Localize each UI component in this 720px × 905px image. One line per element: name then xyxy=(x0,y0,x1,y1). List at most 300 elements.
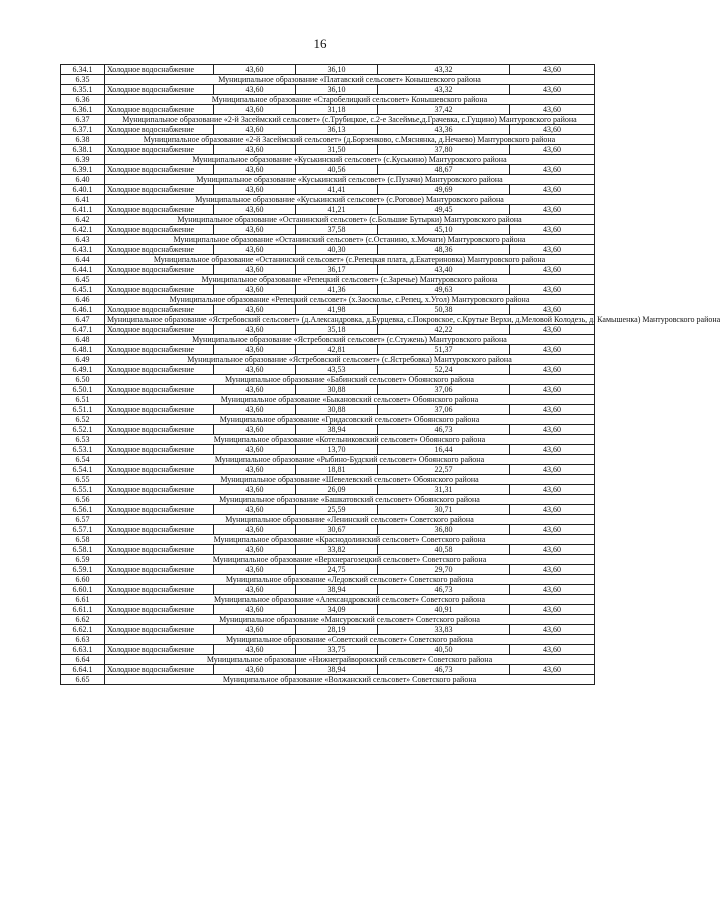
section-code: 6.65 xyxy=(61,675,105,685)
row-code: 6.42.1 xyxy=(61,225,105,235)
value-cell: 24,75 xyxy=(296,565,378,575)
section-code: 6.62 xyxy=(61,615,105,625)
service-name: Холодное водоснабжение xyxy=(105,345,214,355)
value-cell: 43,60 xyxy=(510,385,595,395)
row-code: 6.34.1 xyxy=(61,65,105,75)
section-row xyxy=(61,535,595,545)
value-cell: 43,60 xyxy=(214,605,296,615)
value-cell: 43,40 xyxy=(378,265,510,275)
section-title: Муниципальное образование «Куськинский сельсовет» (с.Пузачи) Мантуровского района xyxy=(105,175,595,185)
value-cell: 43,60 xyxy=(510,245,595,255)
service-name: Холодное водоснабжение xyxy=(105,405,214,415)
row-code: 6.63.1 xyxy=(61,645,105,655)
value-cell: 45,10 xyxy=(378,225,510,235)
value-cell: 50,38 xyxy=(378,305,510,315)
section-row xyxy=(61,195,595,205)
table-row xyxy=(61,305,595,315)
row-code: 6.60.1 xyxy=(61,585,105,595)
service-name: Холодное водоснабжение xyxy=(105,125,214,135)
service-name: Холодное водоснабжение xyxy=(105,485,214,495)
value-cell: 22,57 xyxy=(378,465,510,475)
section-row xyxy=(61,295,595,305)
value-cell: 41,41 xyxy=(296,185,378,195)
value-cell: 43,60 xyxy=(510,625,595,635)
section-title: Муниципальное образование «Волжанский сельсовет» Советского района xyxy=(105,675,595,685)
section-code: 6.48 xyxy=(61,335,105,345)
section-code: 6.64 xyxy=(61,655,105,665)
value-cell: 43,60 xyxy=(510,365,595,375)
value-cell: 43,60 xyxy=(510,445,595,455)
row-code: 6.61.1 xyxy=(61,605,105,615)
service-name: Холодное водоснабжение xyxy=(105,165,214,175)
value-cell: 49,45 xyxy=(378,205,510,215)
section-row xyxy=(61,435,595,445)
service-name: Холодное водоснабжение xyxy=(105,285,214,295)
value-cell: 40,50 xyxy=(378,645,510,655)
section-code: 6.57 xyxy=(61,515,105,525)
table-row xyxy=(61,285,595,295)
value-cell: 28,19 xyxy=(296,625,378,635)
section-code: 6.55 xyxy=(61,475,105,485)
section-title: Муниципальное образование «Репецкий сельсовет» (с.Заречье) Мантуровского района xyxy=(105,275,595,285)
section-row xyxy=(61,355,595,365)
section-title: Муниципальное образование «Ледовский сельсовет» Советского района xyxy=(105,575,595,585)
row-code: 6.50.1 xyxy=(61,385,105,395)
value-cell: 49,63 xyxy=(378,285,510,295)
value-cell: 43,60 xyxy=(510,265,595,275)
table-row xyxy=(61,85,595,95)
table-row xyxy=(61,225,595,235)
section-title: Муниципальное образование «Куськинский сельсовет» (с.Куськино) Мантуровского района xyxy=(105,155,595,165)
value-cell: 43,60 xyxy=(510,185,595,195)
value-cell: 43,60 xyxy=(214,265,296,275)
section-title: Муниципальное образование «Старобелицкий сельсовет» Конышевского района xyxy=(105,95,595,105)
service-name: Холодное водоснабжение xyxy=(105,465,214,475)
value-cell: 43,60 xyxy=(214,105,296,115)
section-title: Муниципальное образование «Платавский сельсовет» Конышевского района xyxy=(105,75,595,85)
value-cell: 43,60 xyxy=(214,625,296,635)
value-cell: 43,60 xyxy=(510,285,595,295)
section-code: 6.40 xyxy=(61,175,105,185)
section-row xyxy=(61,495,595,505)
service-name: Холодное водоснабжение xyxy=(105,665,214,675)
value-cell: 43,60 xyxy=(214,345,296,355)
value-cell: 40,30 xyxy=(296,245,378,255)
value-cell: 43,60 xyxy=(510,605,595,615)
section-code: 6.49 xyxy=(61,355,105,365)
section-code: 6.47 xyxy=(61,315,105,325)
row-code: 6.38.1 xyxy=(61,145,105,155)
section-row xyxy=(61,155,595,165)
value-cell: 43,60 xyxy=(510,305,595,315)
table-row xyxy=(61,405,595,415)
table-row xyxy=(61,105,595,115)
section-row xyxy=(61,475,595,485)
value-cell: 13,70 xyxy=(296,445,378,455)
service-name: Холодное водоснабжение xyxy=(105,245,214,255)
value-cell: 43,60 xyxy=(214,205,296,215)
value-cell: 43,60 xyxy=(510,465,595,475)
section-title: Муниципальное образование «Ястребовский сельсовет» (д.Александровка, д.Бурцевка, с.Покровское, с.Крутые Верхи, д.Меловой Колодезь, д. Камышенка) Мантуровского района xyxy=(105,315,595,325)
service-name: Холодное водоснабжение xyxy=(105,565,214,575)
value-cell: 31,31 xyxy=(378,485,510,495)
section-title: Муниципальное образование «Ястребовский сельсовет» (с.Ястребовка) Мантуровского района xyxy=(105,355,595,365)
section-title: Муниципальное образование «Бабинский сельсовет» Обоянского района xyxy=(105,375,595,385)
value-cell: 38,94 xyxy=(296,425,378,435)
value-cell: 43,60 xyxy=(214,385,296,395)
service-name: Холодное водоснабжение xyxy=(105,365,214,375)
row-code: 6.52.1 xyxy=(61,425,105,435)
section-title: Муниципальное образование «Котельниковский сельсовет» Обоянского района xyxy=(105,435,595,445)
value-cell: 43,32 xyxy=(378,65,510,75)
value-cell: 43,60 xyxy=(214,425,296,435)
row-code: 6.55.1 xyxy=(61,485,105,495)
section-code: 6.35 xyxy=(61,75,105,85)
value-cell: 41,98 xyxy=(296,305,378,315)
value-cell: 43,60 xyxy=(510,85,595,95)
value-cell: 30,88 xyxy=(296,405,378,415)
section-title: Муниципальное образование «Гридасовский сельсовет» Обоянского района xyxy=(105,415,595,425)
value-cell: 43,60 xyxy=(214,165,296,175)
section-row xyxy=(61,575,595,585)
section-code: 6.44 xyxy=(61,255,105,265)
value-cell: 40,91 xyxy=(378,605,510,615)
value-cell: 31,50 xyxy=(296,145,378,155)
value-cell: 43,60 xyxy=(214,285,296,295)
row-code: 6.37.1 xyxy=(61,125,105,135)
value-cell: 43,60 xyxy=(510,665,595,675)
section-code: 6.53 xyxy=(61,435,105,445)
table-row xyxy=(61,365,595,375)
row-code: 6.62.1 xyxy=(61,625,105,635)
value-cell: 36,17 xyxy=(296,265,378,275)
section-row xyxy=(61,615,595,625)
service-name: Холодное водоснабжение xyxy=(105,105,214,115)
section-code: 6.60 xyxy=(61,575,105,585)
value-cell: 40,56 xyxy=(296,165,378,175)
section-row xyxy=(61,95,595,105)
value-cell: 33,75 xyxy=(296,645,378,655)
section-row xyxy=(61,75,595,85)
section-title: Муниципальное образование «Рыбино-Будский сельсовет» Обоянского района xyxy=(105,455,595,465)
row-code: 6.43.1 xyxy=(61,245,105,255)
value-cell: 43,60 xyxy=(510,405,595,415)
row-code: 6.58.1 xyxy=(61,545,105,555)
section-title: Муниципальное образование «Ленинский сельсовет» Советского района xyxy=(105,515,595,525)
value-cell: 18,81 xyxy=(296,465,378,475)
row-code: 6.35.1 xyxy=(61,85,105,95)
value-cell: 46,73 xyxy=(378,665,510,675)
value-cell: 35,18 xyxy=(296,325,378,335)
value-cell: 43,53 xyxy=(296,365,378,375)
row-code: 6.53.1 xyxy=(61,445,105,455)
service-name: Холодное водоснабжение xyxy=(105,325,214,335)
value-cell: 30,67 xyxy=(296,525,378,535)
table-row xyxy=(61,545,595,555)
section-row xyxy=(61,675,595,685)
section-code: 6.58 xyxy=(61,535,105,545)
value-cell: 43,60 xyxy=(214,645,296,655)
section-title: Муниципальное образование «Краснодолинский сельсовет» Советского района xyxy=(105,535,595,545)
service-name: Холодное водоснабжение xyxy=(105,625,214,635)
row-code: 6.46.1 xyxy=(61,305,105,315)
table-row xyxy=(61,585,595,595)
section-title: Муниципальное образование «Советский сельсовет» Советского района xyxy=(105,635,595,645)
table-row xyxy=(61,345,595,355)
row-code: 6.45.1 xyxy=(61,285,105,295)
value-cell: 43,60 xyxy=(510,345,595,355)
section-row xyxy=(61,395,595,405)
table-row xyxy=(61,525,595,535)
value-cell: 43,60 xyxy=(214,405,296,415)
value-cell: 43,60 xyxy=(510,205,595,215)
value-cell: 43,60 xyxy=(510,325,595,335)
page-number: 16 xyxy=(313,36,327,51)
section-row xyxy=(61,315,595,325)
row-code: 6.44.1 xyxy=(61,265,105,275)
value-cell: 51,37 xyxy=(378,345,510,355)
value-cell: 30,71 xyxy=(378,505,510,515)
section-row xyxy=(61,655,595,665)
value-cell: 43,60 xyxy=(510,225,595,235)
table-row xyxy=(61,425,595,435)
value-cell: 43,60 xyxy=(510,65,595,75)
value-cell: 40,58 xyxy=(378,545,510,555)
section-code: 6.51 xyxy=(61,395,105,405)
row-code: 6.57.1 xyxy=(61,525,105,535)
row-code: 6.36.1 xyxy=(61,105,105,115)
section-code: 6.46 xyxy=(61,295,105,305)
service-name: Холодное водоснабжение xyxy=(105,445,214,455)
table-row xyxy=(61,185,595,195)
table-row xyxy=(61,505,595,515)
value-cell: 16,44 xyxy=(378,445,510,455)
row-code: 6.41.1 xyxy=(61,205,105,215)
section-row xyxy=(61,375,595,385)
value-cell: 43,60 xyxy=(510,585,595,595)
value-cell: 49,69 xyxy=(378,185,510,195)
section-title: Муниципальное образование «Мансуровский сельсовет» Советского района xyxy=(105,615,595,625)
table-row xyxy=(61,145,595,155)
section-row xyxy=(61,455,595,465)
section-code: 6.54 xyxy=(61,455,105,465)
value-cell: 46,73 xyxy=(378,585,510,595)
value-cell: 37,80 xyxy=(378,145,510,155)
row-code: 6.49.1 xyxy=(61,365,105,375)
value-cell: 34,09 xyxy=(296,605,378,615)
table-row xyxy=(61,265,595,275)
service-name: Холодное водоснабжение xyxy=(105,145,214,155)
value-cell: 43,60 xyxy=(510,565,595,575)
value-cell: 33,83 xyxy=(378,625,510,635)
section-code: 6.56 xyxy=(61,495,105,505)
value-cell: 25,59 xyxy=(296,505,378,515)
section-row xyxy=(61,595,595,605)
section-title: Муниципальное образование «Александровский сельсовет» Советского района xyxy=(105,595,595,605)
value-cell: 43,32 xyxy=(378,85,510,95)
table-row xyxy=(61,485,595,495)
section-code: 6.36 xyxy=(61,95,105,105)
row-code: 6.54.1 xyxy=(61,465,105,475)
value-cell: 43,60 xyxy=(510,105,595,115)
section-title: Муниципальное образование «Репецкий сельсовет» (х.Заосколье, с.Репец, х.Угол) Мантуровского района xyxy=(105,295,595,305)
section-row xyxy=(61,415,595,425)
service-name: Холодное водоснабжение xyxy=(105,265,214,275)
value-cell: 36,10 xyxy=(296,85,378,95)
section-row xyxy=(61,515,595,525)
value-cell: 38,94 xyxy=(296,665,378,675)
section-code: 6.61 xyxy=(61,595,105,605)
row-code: 6.40.1 xyxy=(61,185,105,195)
table-row xyxy=(61,325,595,335)
value-cell: 43,60 xyxy=(214,365,296,375)
table-row xyxy=(61,65,595,75)
table-row xyxy=(61,125,595,135)
value-cell: 29,70 xyxy=(378,565,510,575)
value-cell: 43,60 xyxy=(510,545,595,555)
section-code: 6.38 xyxy=(61,135,105,145)
section-title: Муниципальное образование «Останинский сельсовет» (с.Большие Бутырки) Мантуровского района xyxy=(105,215,595,225)
value-cell: 46,73 xyxy=(378,425,510,435)
row-code: 6.51.1 xyxy=(61,405,105,415)
section-code: 6.42 xyxy=(61,215,105,225)
service-name: Холодное водоснабжение xyxy=(105,185,214,195)
value-cell: 43,60 xyxy=(214,505,296,515)
section-code: 6.37 xyxy=(61,115,105,125)
service-name: Холодное водоснабжение xyxy=(105,65,214,75)
section-row xyxy=(61,335,595,345)
section-title: Муниципальное образование «Ястребовский сельсовет» (с.Стужень) Мантуровского района xyxy=(105,335,595,345)
value-cell: 43,60 xyxy=(510,645,595,655)
value-cell: 43,60 xyxy=(214,185,296,195)
value-cell: 36,80 xyxy=(378,525,510,535)
value-cell: 43,60 xyxy=(214,125,296,135)
tariff-table-body xyxy=(61,65,720,685)
value-cell: 26,09 xyxy=(296,485,378,495)
value-cell: 43,60 xyxy=(214,65,296,75)
section-code: 6.41 xyxy=(61,195,105,205)
value-cell: 43,60 xyxy=(510,125,595,135)
table-row xyxy=(61,165,595,175)
section-code: 6.63 xyxy=(61,635,105,645)
section-title: Муниципальное образование «2-й Засеймский сельсовет» (д.Борзенково, с.Мяснянка, д.Нечаево) Мантуровского района xyxy=(105,135,595,145)
tariff-table xyxy=(60,64,720,685)
value-cell: 37,06 xyxy=(378,405,510,415)
service-name: Холодное водоснабжение xyxy=(105,385,214,395)
value-cell: 41,36 xyxy=(296,285,378,295)
table-row xyxy=(61,605,595,615)
service-name: Холодное водоснабжение xyxy=(105,425,214,435)
value-cell: 43,60 xyxy=(214,245,296,255)
service-name: Холодное водоснабжение xyxy=(105,545,214,555)
section-code: 6.43 xyxy=(61,235,105,245)
value-cell: 43,60 xyxy=(510,525,595,535)
row-code: 6.59.1 xyxy=(61,565,105,575)
value-cell: 43,60 xyxy=(214,465,296,475)
value-cell: 31,18 xyxy=(296,105,378,115)
section-code: 6.52 xyxy=(61,415,105,425)
value-cell: 43,60 xyxy=(510,145,595,155)
value-cell: 48,36 xyxy=(378,245,510,255)
value-cell: 43,60 xyxy=(214,565,296,575)
row-code: 6.56.1 xyxy=(61,505,105,515)
value-cell: 43,60 xyxy=(214,325,296,335)
table-row xyxy=(61,565,595,575)
value-cell: 52,24 xyxy=(378,365,510,375)
row-code: 6.39.1 xyxy=(61,165,105,175)
section-row xyxy=(61,115,595,125)
table-row xyxy=(61,465,595,475)
section-title: Муниципальное образование «Останинский сельсовет» (с.Репецкая плата, д.Екатериновка) Мантуровского района xyxy=(105,255,595,265)
section-row xyxy=(61,235,595,245)
section-title: Муниципальное образование «Башкатовский сельсовет» Обоянского района xyxy=(105,495,595,505)
section-row xyxy=(61,255,595,265)
value-cell: 43,60 xyxy=(214,85,296,95)
service-name: Холодное водоснабжение xyxy=(105,205,214,215)
value-cell: 43,60 xyxy=(214,665,296,675)
value-cell: 43,60 xyxy=(214,545,296,555)
section-code: 6.59 xyxy=(61,555,105,565)
row-code: 6.48.1 xyxy=(61,345,105,355)
value-cell: 43,60 xyxy=(510,165,595,175)
value-cell: 30,88 xyxy=(296,385,378,395)
section-title: Муниципальное образование «Останинский сельсовет» (с.Останино, х.Мочаги) Мантуровского района xyxy=(105,235,595,245)
service-name: Холодное водоснабжение xyxy=(105,505,214,515)
table-row xyxy=(61,445,595,455)
service-name: Холодное водоснабжение xyxy=(105,585,214,595)
value-cell: 42,81 xyxy=(296,345,378,355)
table-row xyxy=(61,385,595,395)
value-cell: 48,67 xyxy=(378,165,510,175)
value-cell: 43,36 xyxy=(378,125,510,135)
service-name: Холодное водоснабжение xyxy=(105,525,214,535)
value-cell: 36,10 xyxy=(296,65,378,75)
value-cell: 37,06 xyxy=(378,385,510,395)
value-cell: 43,60 xyxy=(510,485,595,495)
section-title: Муниципальное образование «Верхнерагозецкий сельсовет» Советского района xyxy=(105,555,595,565)
table-row xyxy=(61,645,595,655)
section-row xyxy=(61,135,595,145)
row-code: 6.64.1 xyxy=(61,665,105,675)
section-title: Муниципальное образование «Шевелевский сельсовет» Обоянского района xyxy=(105,475,595,485)
section-row xyxy=(61,635,595,645)
value-cell: 36,13 xyxy=(296,125,378,135)
service-name: Холодное водоснабжение xyxy=(105,645,214,655)
section-code: 6.50 xyxy=(61,375,105,385)
value-cell: 38,94 xyxy=(296,585,378,595)
table-row xyxy=(61,245,595,255)
value-cell: 43,60 xyxy=(214,445,296,455)
service-name: Холодное водоснабжение xyxy=(105,225,214,235)
value-cell: 37,42 xyxy=(378,105,510,115)
value-cell: 37,58 xyxy=(296,225,378,235)
section-code: 6.39 xyxy=(61,155,105,165)
value-cell: 43,60 xyxy=(214,585,296,595)
table-row xyxy=(61,625,595,635)
service-name: Холодное водоснабжение xyxy=(105,85,214,95)
section-title: Муниципальное образование «Куськинский сельсовет» (с.Роговое) Мантуровского района xyxy=(105,195,595,205)
section-row xyxy=(61,275,595,285)
section-title: Муниципальное образование «2-й Засеймский сельсовет» (с.Трубицкое, с.2-е Засеймье,д.Грачевка, с.Гущино) Мантуровского района xyxy=(105,115,595,125)
value-cell: 33,82 xyxy=(296,545,378,555)
value-cell: 43,60 xyxy=(214,525,296,535)
service-name: Холодное водоснабжение xyxy=(105,305,214,315)
value-cell: 43,60 xyxy=(510,425,595,435)
section-row xyxy=(61,175,595,185)
value-cell: 43,60 xyxy=(214,485,296,495)
value-cell: 42,22 xyxy=(378,325,510,335)
value-cell: 43,60 xyxy=(214,145,296,155)
